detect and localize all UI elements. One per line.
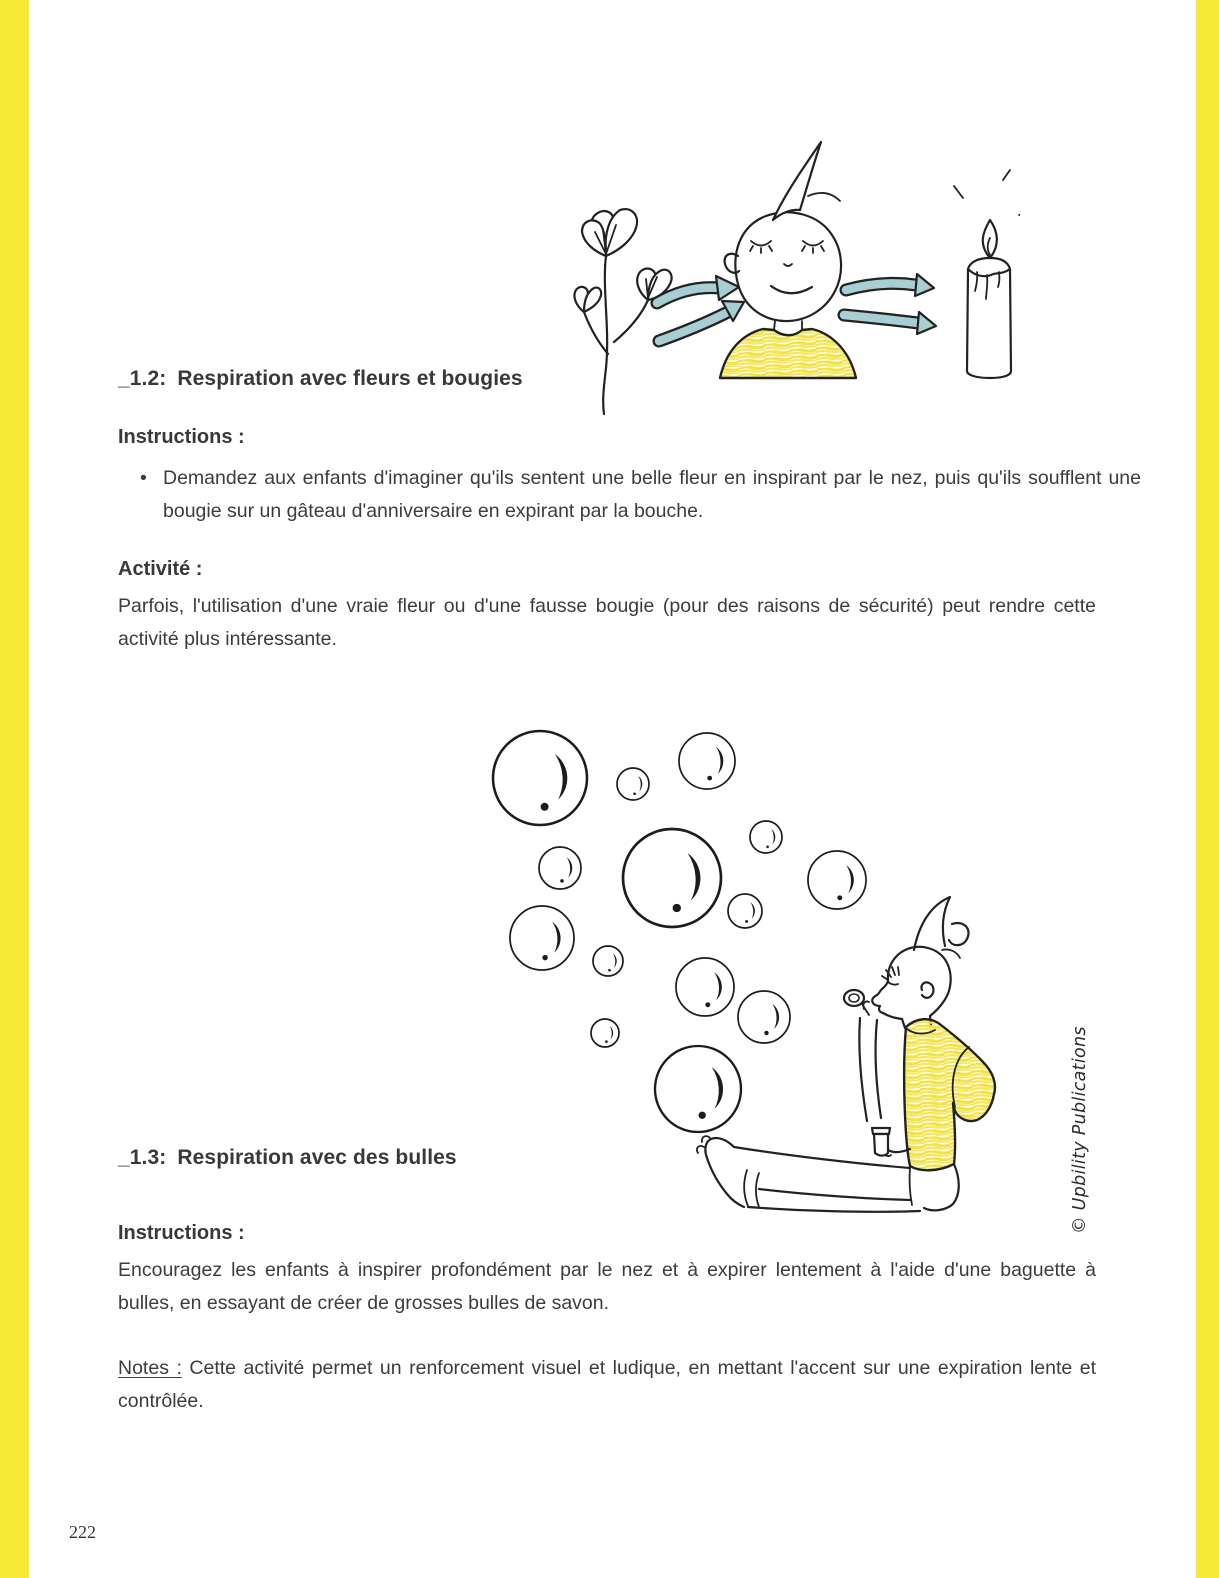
bubble: [493, 731, 587, 825]
bubbles-illustration: [450, 700, 1010, 1260]
bullet-dot: •: [140, 467, 147, 489]
bullet-text: Demandez aux enfants d'imaginer qu'ils sentent une belle fleur en inspirant par le nez, puis qu'ils soufflent une bougie sur un gâteau d'anniversaire en expirant par la bouche.: [163, 467, 1141, 522]
section-title: Respiration avec fleurs et bougies: [177, 367, 523, 390]
bubble: [750, 821, 782, 853]
notes-label: Notes :: [118, 1357, 182, 1379]
right-yellow-border: [1196, 0, 1219, 1578]
notes-paragraph: [118, 1352, 1096, 1418]
section-1-2-heading: [118, 367, 523, 391]
instructions-label-1: Instructions :: [118, 426, 245, 448]
child-blowing-bubbles-icon: [697, 897, 995, 1212]
bubble: [676, 958, 734, 1016]
bubble: [655, 1046, 741, 1132]
section-number: _1.3:: [118, 1146, 167, 1169]
instructions-bullet: [118, 462, 1141, 528]
activity-text: Parfois, l'utilisation d'une vraie fleur ou d'une fausse bougie (pour des raisons de sécurité) peut rendre cette activité plus intéressante.: [118, 595, 1096, 650]
instructions-text-2: Encouragez les enfants à inspirer profondément par le nez et à expirer lentement à l'aide d'une baguette à bulles, en essayant de créer de grosses bulles de savon.: [118, 1259, 1096, 1314]
soap-bubbles: [493, 731, 866, 1132]
bubble: [738, 991, 790, 1043]
left-yellow-border: [0, 0, 29, 1578]
yellow-shirt: [904, 1019, 995, 1170]
activity-label: Activité :: [118, 558, 203, 580]
flower-icon: [574, 209, 671, 414]
bubble: [617, 768, 649, 800]
bubble: [728, 894, 762, 928]
section-title: Respiration avec des bulles: [177, 1146, 457, 1169]
page-number: 222: [69, 1522, 96, 1542]
section-number: _1.2:: [118, 367, 167, 390]
notes-text: Cette activité permet un renforcement visuel et ludique, en mettant l'accent sur une expiration lente et contrôlée.: [118, 1357, 1096, 1412]
child-face-icon: [720, 142, 856, 378]
bubble: [623, 829, 721, 927]
exhale-arrows-icon: [844, 274, 936, 334]
copyright-vertical-text: © Upbility Publications: [1070, 1026, 1090, 1234]
bubble: [808, 851, 866, 909]
lit-candle-icon: [954, 170, 1020, 378]
bubble: [539, 847, 581, 889]
instructions-label-2: Instructions :: [118, 1222, 245, 1244]
breathing-flowers-candle-illustration: [540, 128, 1020, 418]
bubble-wand-icon: [844, 990, 864, 1006]
bubble: [510, 906, 574, 970]
section-1-3-heading: [118, 1146, 457, 1170]
bubble: [593, 946, 623, 976]
bubble: [679, 733, 735, 789]
yellow-shirt: [720, 329, 856, 378]
bubble-bottle-icon: [872, 1128, 890, 1156]
bubble: [591, 1019, 619, 1047]
